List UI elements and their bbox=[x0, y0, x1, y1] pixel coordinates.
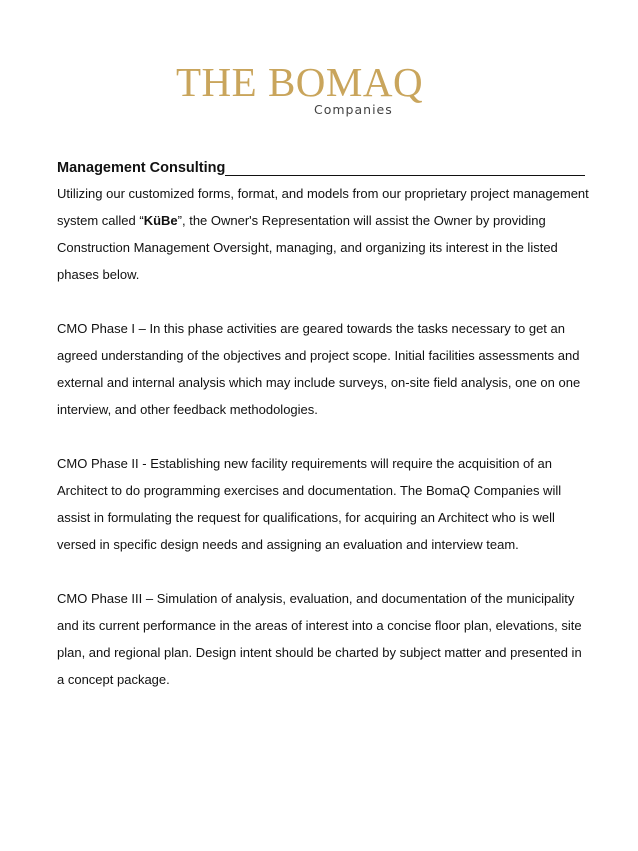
phase-2-paragraph: CMO Phase II - Establishing new facility requirements will require the acquisition of an Architect to do programming exercises and documentation. The BomaQ Companies will assist in formulating the request for qualifications, for acquiring an Architect who is well versed in specific design needs and assigning an evaluation and interview team. bbox=[57, 456, 562, 552]
phase-1-paragraph: CMO Phase I – In this phase activities are geared towards the tasks necessary to get an agreed understanding of the objectives and project scope. Initial facilities assessments and external and internal analysis which may include surveys, on-site field analysis, one on one interview, and other feedback methodologies. bbox=[57, 321, 581, 417]
company-logo bbox=[176, 58, 426, 124]
logo-wordmark: THE BOMAQ bbox=[176, 59, 424, 105]
document-body bbox=[57, 180, 592, 720]
heading-underline-rule bbox=[225, 175, 585, 176]
intro-paragraph bbox=[57, 180, 592, 288]
section-heading-text: Management Consulting bbox=[57, 160, 226, 176]
system-name: KüBe bbox=[143, 213, 178, 228]
section-heading bbox=[57, 158, 585, 178]
phase-3-paragraph: CMO Phase III – Simulation of analysis, evaluation, and documentation of the municipality and its current performance in the areas of interest into a concise floor plan, elevations, site plan, and regional plan. Design intent should be charted by subject matter and presented in a concept package. bbox=[57, 591, 582, 687]
intro-text-before: Utilizing our customized forms, format, and models from our proprietary project management system called “ bbox=[57, 186, 589, 228]
intro-text-after: ”, the Owner's Representation will assist the Owner by providing Construction Management Oversight, managing, and organizing its interest in the listed phases below. bbox=[57, 213, 558, 282]
logo-subtitle: Companies bbox=[314, 102, 393, 117]
